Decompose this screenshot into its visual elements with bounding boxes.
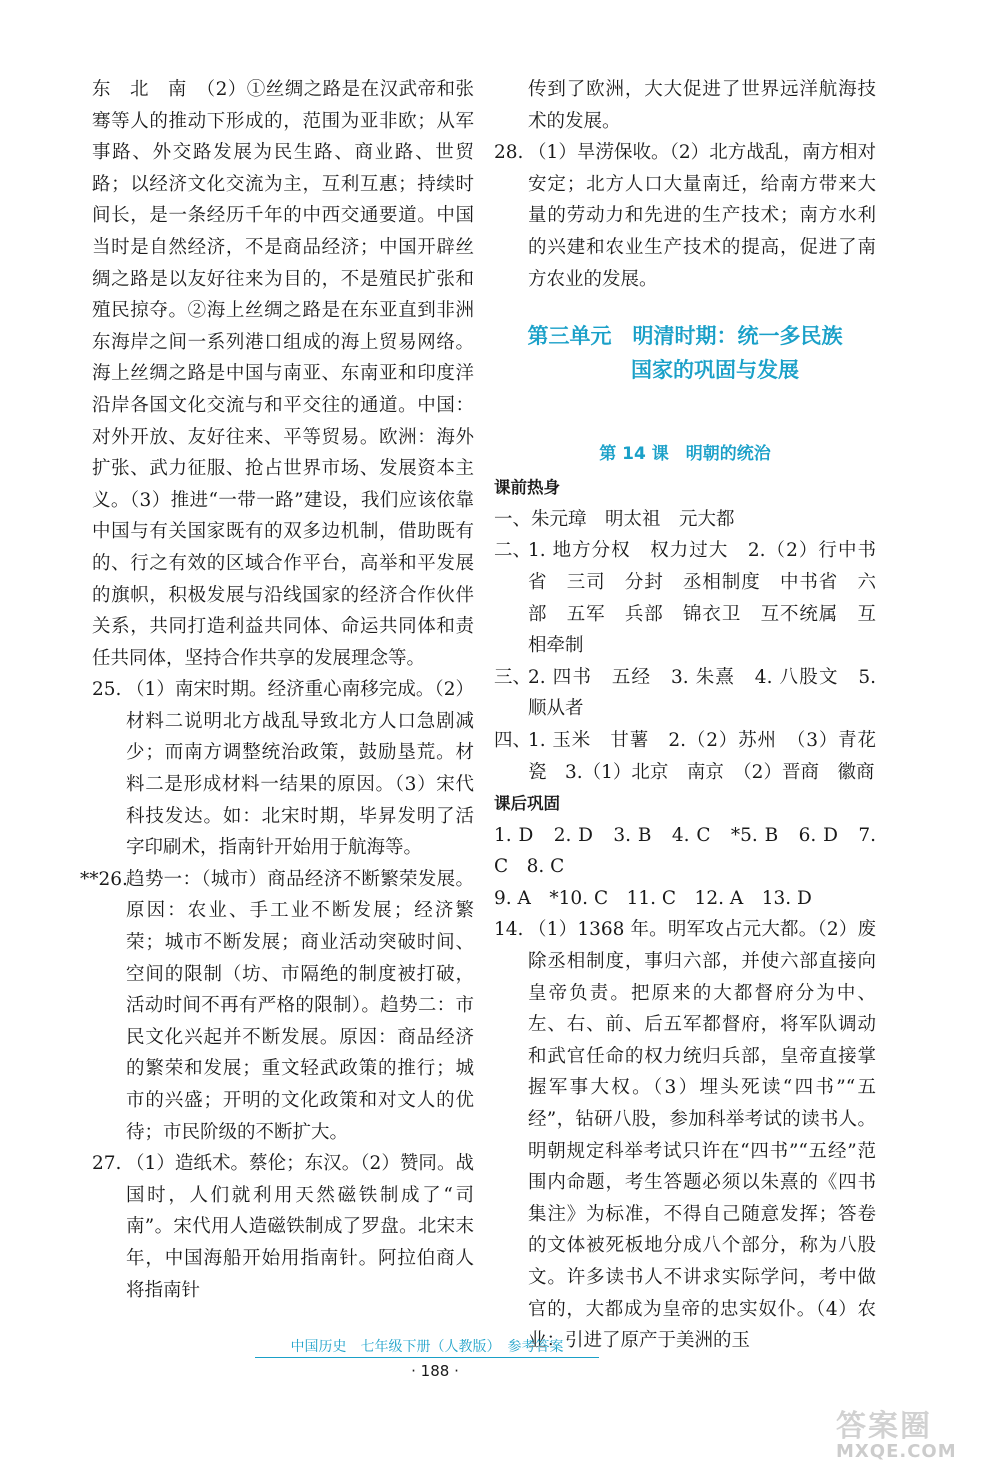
- pre-answer-2: [494, 535, 876, 661]
- lesson-title: 第 14 课 明朝的统治: [599, 444, 771, 465]
- section-heading-post: 课后巩固: [494, 794, 560, 814]
- question-number: 14.: [494, 919, 524, 941]
- unit-title-line2: 国家的巩固与发展: [631, 358, 799, 383]
- mc-answers-line1: 1. D 2. D 3. B 4. C *5. B 6. D 7. C 8. C: [494, 824, 876, 878]
- mc-answers-line2: 9. A *10. C 11. C 12. A 13. D: [494, 887, 812, 909]
- watermark-logo: [836, 1401, 986, 1465]
- left-column: [80, 74, 474, 1306]
- answer-27: [92, 1148, 474, 1306]
- unit-title: [494, 319, 876, 387]
- question-number: 三、: [494, 666, 532, 688]
- answer-27-continued: 传到了欧洲，大大促进了世界远洋航海技术的发展。: [528, 79, 876, 132]
- question-number: 28.: [494, 142, 524, 164]
- answer-26: [80, 864, 474, 1148]
- answer-text: （1）旱涝保收。（2）北方战乱，南方相对安定；北方人口大量南迁，给南方带来大量的劳动力和先进的生产技术；南方水利的兴建和农业生产技术的提高，促进了南方农业的发展。: [528, 142, 876, 290]
- question-number: 二、: [494, 540, 532, 562]
- answer-24-continued: 东 北 南 （2）①丝绸之路是在汉武帝和张骞等人的推动下形成的，范围为亚非欧；从军事路、外交路发展为民生路、商业路、世贸路；以经济文化交流为主，互利互惠；持续时间长，是一条经历千年的中西交通要道。中国当时是自然经济，不是商品经济；中国开辟丝绸之路是以友好往来为目的，不是殖民扩张和殖民掠夺。②海上丝绸之路是在东亚直到非洲东海岸之间一系列港口组成的海上贸易网络。海上丝绸之路是中国与南亚、东南亚和印度洋沿岸各国文化交流与和平交往的通道。中国：对外开放、友好往来、平等贸易。欧洲：海外扩张、武力征服、抢占世界市场、发展资本主义。（3）推进“一带一路”建设，我们应该依靠中国与有关国家既有的双多边机制，借助既有的、行之有效的区域合作平台，高举和平发展的旗帜，积极发展与沿线国家的经济合作伙伴关系，共同打造利益共同体、命运共同体和责任共同体，坚持合作共享的发展理念等。: [92, 79, 474, 669]
- question-number: 25.: [92, 679, 122, 701]
- pre-answer-3: [494, 662, 876, 725]
- pre-answer-1: 一、朱元璋 明太祖 元大都: [494, 508, 735, 530]
- watermark-text: 答案圈: [836, 1409, 932, 1444]
- answer-28: [494, 137, 876, 295]
- watermark-domain: MXQE.COM: [836, 1441, 957, 1462]
- answer-text: 2. 四书 五经 3. 朱熹 4. 八股文 5. 顺从者: [528, 666, 876, 720]
- question-number: 27.: [92, 1153, 122, 1175]
- unit-title-line1: 第三单元 明清时期：统一多民族: [527, 324, 843, 349]
- right-column: [494, 74, 876, 1357]
- answer-text: 1. 地方分权 权力过大 2.（2）行中书省 三司 分封 丞相制度 中书省 六部 五军 兵部 锦衣卫 互不统属 互相牵制: [528, 540, 876, 657]
- section-heading-pre: 课前热身: [494, 478, 560, 498]
- answer-text: 1. 玉米 甘薯 2.（2）苏州 （3）青花瓷 3.（1）北京 南京 （2）晋商 徽商: [528, 729, 876, 783]
- question-number: **26.: [80, 868, 128, 890]
- footer-title: 中国历史 七年级下册（人教版） 参考答案: [255, 1336, 599, 1358]
- answer-25: [92, 674, 474, 864]
- pre-answer-4: [494, 725, 876, 788]
- answer-text: （1）1368 年。明军攻占元大都。（2）废除丞相制度，事归六部，并使六部直接向皇帝负责。把原来的大都督府分为中、左、右、前、后五军都督府，将军队调动和武官任命的权力统归兵部，皇帝直接掌握军事大权。（3）埋头死读“四书”“五经”，钻研八股，参加科举考试的读书人。明朝规定科举考试只许在“四书”“五经”范围内命题，考生答题必须以朱熹的《四书集注》为标准，不得自己随意发挥；答卷的文体被死板地分成八个部分，称为八股文。许多读书人不讲求实际学问，考中做官的，大都成为皇帝的忠实奴仆。（4）农业：引进了原产于美洲的玉: [528, 919, 876, 1352]
- answer-text: （1）南宋时期。经济重心南移完成。（2）材料二说明北方战乱导致北方人口急剧减少；而南方调整统治政策，鼓励垦荒。材料二是形成材料一结果的原因。（3）宋代科技发达。如：北宋时期，毕昇发明了活字印刷术，指南针开始用于航海等。: [126, 679, 474, 859]
- question-number: 四、: [494, 729, 532, 751]
- answer-14: [494, 914, 876, 1356]
- answer-text: 趋势一：（城市）商品经济不断繁荣发展。原因：农业、手工业不断发展；经济繁荣；城市不断发展；商业活动突破时间、空间的限制（坊、市隔绝的制度被打破，活动时间不再有严格的限制）。趋势二：市民文化兴起并不断发展。原因：商品经济的繁荣和发展；重文轻武政策的推行；城市的兴盛；开明的文化政策和对文人的优待；市民阶级的不断扩大。: [126, 868, 474, 1143]
- page-number: · 188 ·: [411, 1362, 459, 1380]
- answer-text: （1）造纸术。蔡伦；东汉。（2）赞同。战国时，人们就利用天然磁铁制成了“司南”。宋代用人造磁铁制成了罗盘。北宋末年，中国海船开始用指南针。阿拉伯商人将指南针: [126, 1153, 474, 1301]
